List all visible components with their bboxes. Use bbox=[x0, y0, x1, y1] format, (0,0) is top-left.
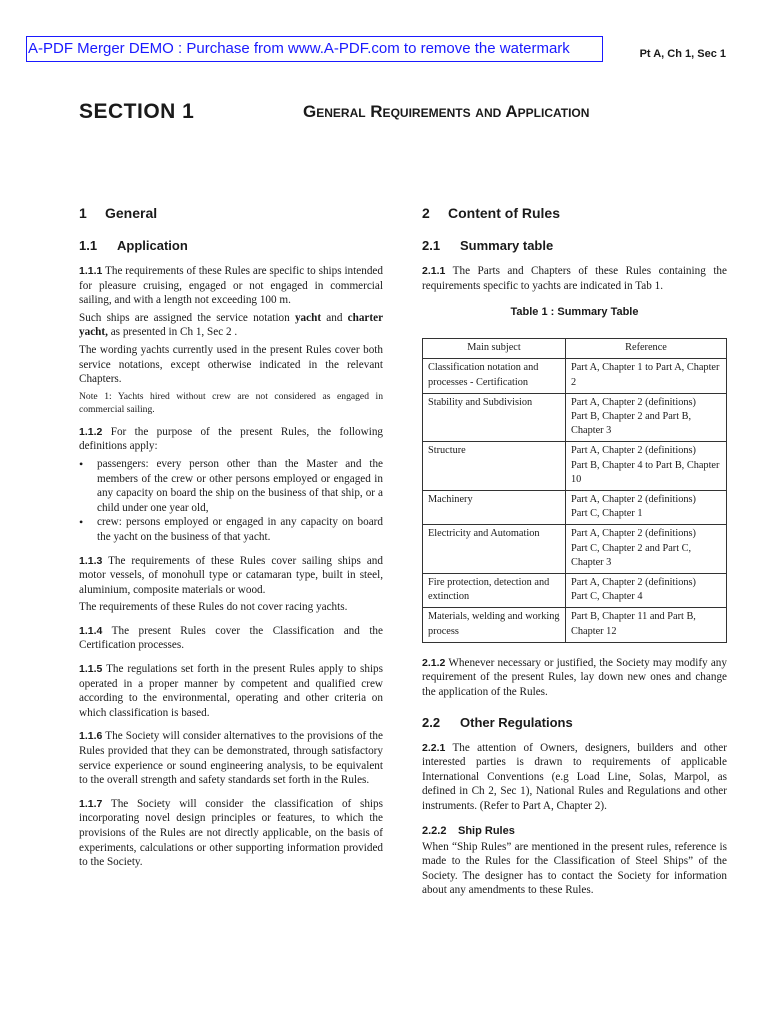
reference-line: Part A, Chapter 2 (definitions) bbox=[571, 494, 696, 506]
paragraph-1-1-7: 1.1.7 The Society will consider the classification of ships incorporating novel design principles or features, to which the provisions of the Rules are not directly applicable, on the basis of experiments, calculations or other supporting information provided to the Society. bbox=[79, 797, 383, 869]
paragraph-2-1-1: 2.1.1 The Parts and Chapters of these Rules containing the requirements specific to yachts are indicated in Tab 1. bbox=[422, 265, 727, 292]
term-yacht: yacht bbox=[294, 311, 322, 324]
table-cell-subject: Stability and Subdivision bbox=[423, 393, 566, 442]
paragraph-1-1-1: 1.1.1 The requirements of these Rules are specific to ships intended for pleasure cruising, engaged or not engaged in commercial sailing, and with a length not exceeding 100 m. bbox=[79, 265, 383, 307]
paragraph-2-2-2: When “Ship Rules” are mentioned in the present rules, reference is made to the Rules for the Classification of Steel Ships” of the Society. The designer has to contact the Society for information about any amendments to these Rules. bbox=[422, 840, 727, 897]
paragraph-1-1-3-racing: The requirements of these Rules do not cover racing yachts. bbox=[79, 601, 348, 614]
table-cell-subject: Materials, welding and working process bbox=[423, 608, 566, 642]
table-cell-reference bbox=[566, 525, 727, 574]
table-header-row bbox=[423, 339, 727, 359]
table-row bbox=[423, 393, 727, 442]
summary-table bbox=[422, 338, 727, 643]
reference-line: Part A, Chapter 2 (definitions) bbox=[571, 396, 696, 408]
table-row bbox=[423, 608, 727, 642]
reference-line: Part C, Chapter 1 bbox=[571, 508, 643, 520]
heading-general: 1 General bbox=[79, 205, 158, 221]
reference-line: Part B, Chapter 11 and Part B, Chapter 12 bbox=[571, 611, 696, 637]
paragraph-1-1-5: 1.1.5 The regulations set forth in the present Rules apply to ships operated in a proper manner by competent and qualified crew according to the environmental, operating and other criteria on which classification is based. bbox=[79, 663, 383, 719]
paragraph-2-2-1: 2.2.1 The attention of Owners, designers, builders and other interested parties is drawn to requirements of applicable International Conventions (e.g Load Line, Solas, Marpol, as defined in Ch 2, Sec 1), National Rules and Regulations and other instruments. (Refer to Part A, Chapter 2). bbox=[422, 741, 727, 812]
column-header-subject: Main subject bbox=[423, 339, 566, 359]
section-title: General Requirements and Application bbox=[303, 102, 590, 121]
table-cell-reference bbox=[566, 491, 727, 525]
paragraph-1-1-3: 1.1.3 The requirements of these Rules cover sailing ships and motor vessels, of monohull type or catamaran type, built in steel, aluminium, composite materials or wood. bbox=[79, 554, 383, 596]
table-row bbox=[423, 574, 727, 608]
table-cell-subject: Classification notation and processes - Certification bbox=[423, 359, 566, 393]
definition-passengers: • passengers: every person other than the Master and the members of the crew or other persons employed or engaged in any capacity on board the ship on the business of that ship, or a child under one year old, bbox=[79, 457, 383, 515]
running-head: Pt A, Ch 1, Sec 1 bbox=[639, 48, 726, 60]
reference-line: Part A, Chapter 2 (definitions) bbox=[571, 577, 696, 589]
reference-line: Part C, Chapter 2 and Part C, Chapter 3 bbox=[571, 542, 692, 568]
table-row bbox=[423, 359, 727, 393]
paragraph-1-1-2: 1.1.2 For the purpose of the present Rules, the following definitions apply: bbox=[79, 425, 384, 453]
table-body bbox=[423, 359, 727, 642]
paragraph-1-1-1-notation: Such ships are assigned the service notation yacht and charter yacht, as presented in Ch 1, Sec 2 . bbox=[79, 311, 384, 339]
table-cell-subject: Fire protection, detection and extinction bbox=[423, 574, 566, 608]
table-row bbox=[423, 491, 727, 525]
heading-summary-table: 2.1 Summary table bbox=[422, 238, 554, 253]
table-row bbox=[423, 442, 727, 491]
term-charter-yacht: charter yacht, bbox=[79, 311, 384, 339]
definition-crew: • crew: persons employed or engaged in any capacity on board the yacht on the business of that yacht. bbox=[79, 515, 383, 544]
note-1: Note 1: Yachts hired without crew are not considered as engaged in commercial sailing. bbox=[79, 390, 383, 415]
column-header-reference: Reference bbox=[566, 339, 727, 359]
reference-line: Part A, Chapter 1 to Part A, Chapter 2 bbox=[571, 362, 720, 388]
heading-content-of-rules: 2 Content of Rules bbox=[422, 205, 560, 221]
table-cell-reference bbox=[566, 442, 727, 491]
reference-line: Part A, Chapter 2 (definitions) bbox=[571, 445, 696, 457]
heading-application: 1.1 Application bbox=[79, 238, 188, 253]
definitions-list bbox=[79, 457, 383, 545]
table-cell-reference bbox=[566, 608, 727, 642]
reference-line: Part C, Chapter 4 bbox=[571, 591, 643, 603]
table-cell-subject: Machinery bbox=[423, 491, 566, 525]
table-cell-reference bbox=[566, 574, 727, 608]
table-caption: Table 1 : Summary Table bbox=[510, 306, 639, 319]
table-cell-subject: Electricity and Automation bbox=[423, 525, 566, 574]
left-column bbox=[79, 205, 383, 873]
reference-line: Part B, Chapter 2 and Part B, Chapter 3 bbox=[571, 411, 692, 437]
table-cell-subject: Structure bbox=[423, 442, 566, 491]
paragraph-1-1-1-wording: The wording yachts currently used in the present Rules cover both service notations, except otherwise indicated in the relevant Chapters. bbox=[79, 343, 383, 386]
heading-other-regulations: 2.2 Other Regulations bbox=[422, 714, 573, 730]
paragraph-1-1-4: 1.1.4 The present Rules cover the Classification and the Certification processes. bbox=[79, 624, 383, 652]
right-column bbox=[422, 205, 727, 901]
paragraph-1-1-6: 1.1.6 The Society will consider alternatives to the provisions of the Rules provided that they can be demonstrated, through satisfactory service experience or sound engineering analysis, to be equivalent to the overall strength and safety standards set forth in the Rules. bbox=[79, 730, 383, 787]
watermark-banner: A-PDF Merger DEMO : Purchase from www.A-PDF.com to remove the watermark bbox=[26, 36, 603, 62]
paragraph-2-1-2: 2.1.2 Whenever necessary or justified, the Society may modify any requirement of the present Rules, lay down new ones and change the application of the Rules. bbox=[422, 656, 727, 699]
table-cell-reference bbox=[566, 393, 727, 442]
reference-line: Part A, Chapter 2 (definitions) bbox=[571, 528, 696, 540]
table-row bbox=[423, 525, 727, 574]
table-cell-reference bbox=[566, 359, 727, 393]
reference-line: Part B, Chapter 4 to Part B, Chapter 10 bbox=[571, 459, 720, 485]
section-label: SECTION 1 bbox=[79, 100, 195, 123]
heading-ship-rules: 2.2.2 Ship Rules bbox=[422, 824, 515, 837]
